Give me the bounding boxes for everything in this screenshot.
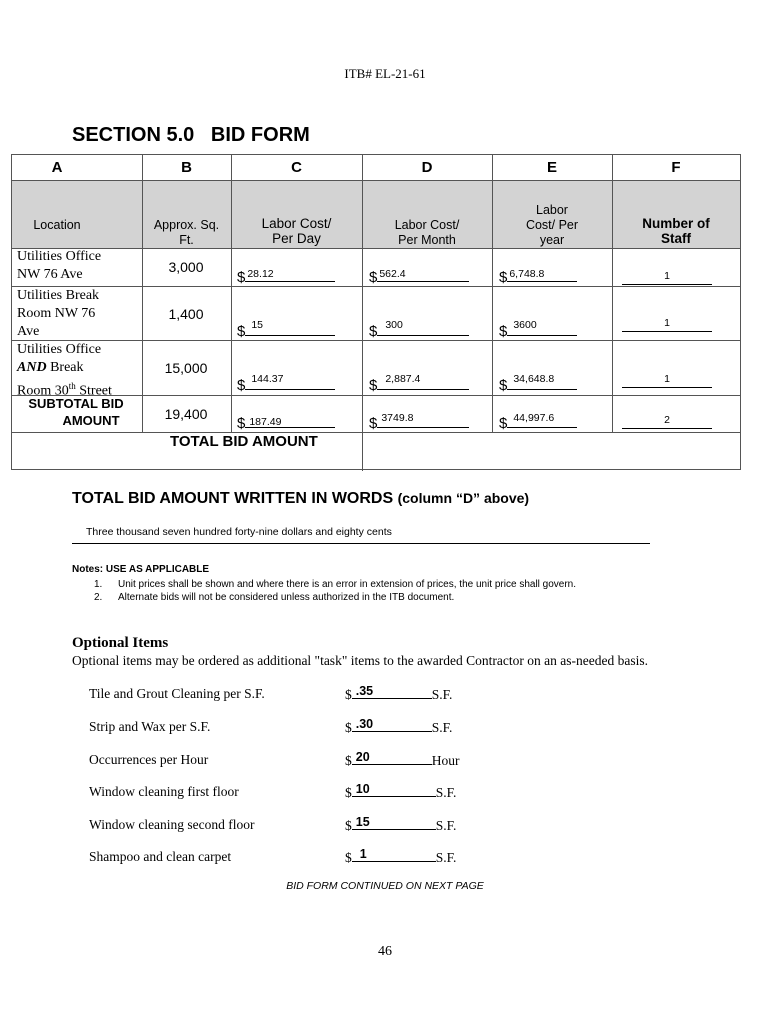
optional-item-price: $ 20 Hour: [345, 750, 460, 768]
notes-title: Notes: USE AS APPLICABLE: [72, 564, 210, 575]
itb-number: ITB# EL-21-61: [344, 66, 426, 81]
col-divider: [492, 155, 493, 432]
optional-item-label: Strip and Wax per S.F.: [89, 719, 211, 734]
header-labor-per-day: Labor Cost/ Per Day: [261, 216, 332, 246]
row-location: Utilities Break Room NW 76 Ave: [17, 288, 100, 339]
note-item: 2. Alternate bids will not be considered unless authorized in the ITB document.: [94, 592, 455, 603]
header-location: Location: [33, 218, 81, 232]
optional-item-price: $ 1 S.F.: [345, 847, 457, 865]
words-underline: [72, 543, 650, 544]
col-divider: [362, 155, 363, 471]
row-labor-per-month: $ 300: [369, 322, 469, 340]
column-letter-d: D: [421, 159, 433, 176]
optional-item-price: $ 15 S.F.: [345, 815, 457, 833]
optional-item-label: Window cleaning second floor: [89, 817, 255, 832]
row-labor-per-month: $ 562.4: [369, 268, 469, 286]
row-divider: [12, 180, 740, 181]
row-labor-per-month: $ 2,887.4: [369, 376, 469, 394]
row-location: Utilities Office AND Break Room 30th Street: [17, 342, 112, 399]
section-title: SECTION 5.0 BID FORM: [72, 124, 310, 146]
optional-item-label: Window cleaning first floor: [89, 784, 239, 799]
optional-item-price: $ .35 S.F.: [345, 684, 453, 702]
optional-item-price: $ 10 S.F.: [345, 782, 457, 800]
row-labor-per-year: $ 34,648.8: [499, 376, 577, 394]
row-labor-per-day: $ 15: [237, 322, 335, 340]
optional-item-price: $ .30 S.F.: [345, 717, 453, 735]
row-sqft: 1,400: [168, 306, 204, 322]
row-sqft: 3,000: [168, 259, 204, 275]
row-staff: 1: [622, 317, 712, 332]
column-letter-f: F: [671, 159, 681, 176]
row-sqft: 15,000: [164, 360, 208, 376]
column-letter-e: E: [546, 159, 557, 176]
total-in-words-value: Three thousand seven hundred forty-nine dollars and eighty cents: [86, 526, 392, 538]
col-divider: [231, 155, 232, 432]
optional-items-title: Optional Items: [72, 635, 169, 651]
optional-item-label: Tile and Grout Cleaning per S.F.: [89, 686, 265, 701]
column-letter-b: B: [181, 159, 192, 176]
row-labor-per-day: $ 144.37: [237, 376, 335, 394]
row-labor-per-year: $ 6,748.8: [499, 268, 577, 286]
subtotal-labor-per-day: $ 187.49: [237, 414, 335, 432]
col-divider: [612, 155, 613, 432]
words-title: TOTAL BID AMOUNT WRITTEN IN WORDS (column “D” above): [72, 490, 530, 507]
column-letter-c: C: [291, 159, 302, 176]
row-labor-per-day: $ 28.12: [237, 268, 335, 286]
row-location: Utilities Office NW 76 Ave: [17, 249, 102, 282]
row-divider: [12, 248, 740, 249]
note-item: 1. Unit prices shall be shown and where there is an error in extension of prices, the unit price shall govern.: [94, 579, 577, 590]
row-staff: 1: [622, 270, 712, 285]
subtotal-staff: 2: [622, 414, 712, 429]
header-staff: Number of Staff: [642, 216, 710, 246]
row-staff: 1: [622, 373, 712, 388]
optional-items-description: Optional items may be ordered as additional "task" items to the awarded Contractor on an as-needed basis.: [72, 653, 648, 668]
col-divider: [142, 155, 143, 432]
continued-notice: BID FORM CONTINUED ON NEXT PAGE: [286, 880, 484, 892]
row-divider: [12, 340, 740, 341]
bid-form-table: [11, 154, 741, 470]
subtotal-label: SUBTOTAL BID AMOUNT: [28, 396, 124, 428]
subtotal-labor-per-month: $ 3749.8: [369, 414, 469, 432]
optional-item-label: Shampoo and clean carpet: [89, 849, 232, 864]
row-divider: [12, 286, 740, 287]
page-number: 46: [378, 944, 392, 959]
header-labor-per-year: Labor Cost/ Per year: [525, 203, 579, 247]
subtotal-sqft: 19,400: [164, 406, 208, 422]
optional-item-label: Occurrences per Hour: [89, 752, 209, 767]
total-bid-amount-label: TOTAL BID AMOUNT: [170, 433, 318, 450]
header-sqft: Approx. Sq. Ft.: [153, 218, 220, 247]
header-labor-per-month: Labor Cost/ Per Month: [394, 218, 460, 247]
subtotal-labor-per-year: $ 44,997.6: [499, 414, 577, 432]
row-labor-per-year: $ 3600: [499, 322, 577, 340]
row-divider: [12, 432, 740, 433]
column-letter-a: A: [51, 159, 63, 176]
